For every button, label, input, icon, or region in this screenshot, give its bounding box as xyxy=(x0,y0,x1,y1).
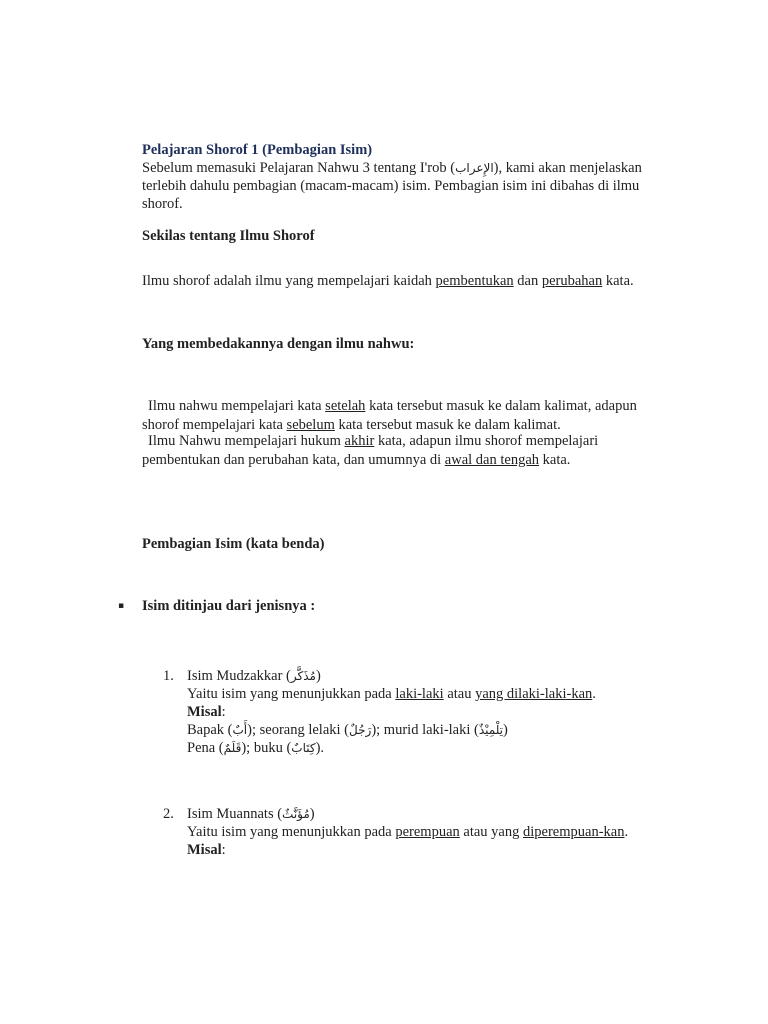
underlined-term: sebelum xyxy=(286,417,335,433)
point-text: Ilmu nahwu mempelajari kata xyxy=(148,398,326,414)
arabic-term: مُؤَنَّثٌ xyxy=(282,807,310,821)
underlined-term: yang dilaki-laki-kan xyxy=(475,686,593,702)
description-text: . xyxy=(592,686,596,702)
definition-text: Ilmu shorof adalah ilmu yang mempelajari kaidah xyxy=(142,273,436,289)
jenis-heading: Isim ditinjau dari jenisnya : xyxy=(142,598,316,614)
point-text: kata tersebut masuk ke dalam kalimat, adapun shorof mempelajari kata xyxy=(142,398,637,433)
example-text: Bapak ( xyxy=(187,722,233,738)
description-text: . xyxy=(624,824,629,840)
item-name-end: ) xyxy=(309,806,315,822)
underlined-term: akhir xyxy=(344,433,375,449)
section-heading-difference: Yang membedakannya dengan ilmu nahwu: xyxy=(142,336,415,352)
list-item-mudzakkar xyxy=(187,667,647,757)
point-text: kata tersebut masuk ke dalam kalimat. xyxy=(334,417,561,433)
list-number: 1. xyxy=(163,668,174,684)
example-text: ) xyxy=(503,722,508,738)
description-text: atau yang xyxy=(459,824,523,840)
underlined-term: diperempuan-kan xyxy=(523,824,625,840)
misal-colon: : xyxy=(221,704,226,720)
arabic-term: رَجُلٌ xyxy=(349,723,372,737)
description-text: Yaitu isim yang menunjukkan pada xyxy=(187,686,396,702)
example-text: ); seorang lelaki ( xyxy=(247,722,350,738)
misal-label xyxy=(187,841,647,859)
arabic-term: تِلْمِيْذٌ xyxy=(478,723,504,737)
arabic-term: كِتَابٌ xyxy=(291,741,316,755)
underlined-term: awal dan tengah xyxy=(444,452,540,468)
arabic-term: أَبٌ xyxy=(232,723,248,737)
item-name: Isim Mudzakkar ( xyxy=(187,668,291,684)
point-text: kata, adapun ilmu shorof mempelajari pembentukan dan perubahan kata, dan umumnya di xyxy=(142,433,599,468)
underlined-term: pembentukan xyxy=(435,273,514,289)
description-text: Yaitu isim yang menunjukkan pada xyxy=(187,824,396,840)
item-title xyxy=(187,805,647,823)
item-description xyxy=(187,823,647,841)
example-text: ); murid laki-laki ( xyxy=(371,722,479,738)
intro-text: Sebelum memasuki Pelajaran Nahwu 3 tentang I'rob ( xyxy=(142,160,456,176)
difference-point-1 xyxy=(142,397,642,434)
difference-point-2 xyxy=(142,432,642,469)
definition-text: kata. xyxy=(602,273,634,289)
misal-label xyxy=(187,703,647,721)
arabic-term: قَلَمٌ xyxy=(223,741,242,755)
definition-paragraph xyxy=(142,272,642,290)
section-heading-pembagian: Pembagian Isim (kata benda) xyxy=(142,536,325,552)
section-heading-shorof: Sekilas tentang Ilmu Shorof xyxy=(142,228,315,244)
example-line-2 xyxy=(187,739,647,757)
example-text: Pena ( xyxy=(187,740,224,756)
item-title xyxy=(187,667,647,685)
item-name-end: ) xyxy=(315,668,321,684)
definition-text: dan xyxy=(513,273,542,289)
misal-colon: : xyxy=(221,842,226,858)
page-title: Pelajaran Shorof 1 (Pembagian Isim) xyxy=(142,142,373,158)
misal-text: Misal xyxy=(187,704,222,720)
underlined-term: setelah xyxy=(325,398,366,414)
item-name: Isim Muannats ( xyxy=(187,806,283,822)
intro-paragraph xyxy=(142,159,642,213)
list-item-muannats xyxy=(187,805,647,859)
arabic-term: مُذَكَّر xyxy=(290,669,316,683)
list-bullet-icon: ▪ xyxy=(118,601,125,611)
point-text: kata. xyxy=(539,452,571,468)
intro-text-end: ), kami akan menjelaskan terlebih dahulu pembagian (macam-macam) isim. Pembagian isim ini dibahas di ilmu shorof. xyxy=(142,160,642,212)
example-line-1 xyxy=(187,721,647,739)
underlined-term: perubahan xyxy=(541,273,603,289)
list-number: 2. xyxy=(163,806,174,822)
arabic-term: الإِعراب xyxy=(455,161,494,175)
description-text: atau xyxy=(443,686,476,702)
misal-text: Misal xyxy=(187,842,222,858)
point-text: Ilmu Nahwu mempelajari hukum xyxy=(148,433,345,449)
underlined-term: laki-laki xyxy=(395,686,444,702)
example-text: ). xyxy=(315,740,325,756)
example-text: ); buku ( xyxy=(241,740,292,756)
item-description xyxy=(187,685,647,703)
underlined-term: perempuan xyxy=(395,824,460,840)
